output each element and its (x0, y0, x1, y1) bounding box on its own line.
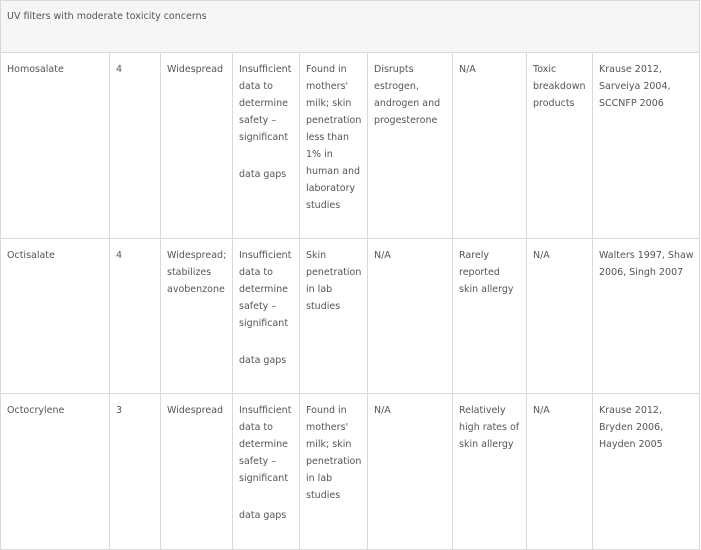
detection-cell: Found in mothers' milk; skin penetration less than 1% in human and laboratory studies (300, 53, 368, 239)
allergy-cell: Rarely reported skin allergy (453, 239, 527, 394)
data-gaps-cell (233, 239, 300, 394)
data-gaps-text: Insufficient data to determine safety – significant (239, 250, 292, 329)
data-gaps-note: data gaps (239, 510, 287, 521)
data-gaps-note: data gaps (239, 355, 287, 366)
section-header-row (1, 1, 700, 53)
other-concerns-cell: N/A (527, 394, 593, 550)
use-cell: Widespread; stabilizes avobenzone (161, 239, 233, 394)
hormone-cell: N/A (368, 239, 453, 394)
data-gaps-text: Insufficient data to determine safety – significant (239, 64, 292, 143)
hazard-score: 4 (110, 53, 161, 239)
references-cell: Walters 1997, Shaw 2006, Singh 2007 (593, 239, 700, 394)
detection-cell: Found in mothers' milk; skin penetration in lab studies (300, 394, 368, 550)
hormone-cell: N/A (368, 394, 453, 550)
filter-name: Octisalate (1, 239, 110, 394)
hazard-score: 3 (110, 394, 161, 550)
allergy-cell: N/A (453, 53, 527, 239)
other-concerns-cell: Toxic breakdown products (527, 53, 593, 239)
data-gaps-cell (233, 394, 300, 550)
allergy-cell: Relatively high rates of skin allergy (453, 394, 527, 550)
references-cell: Krause 2012, Bryden 2006, Hayden 2005 (593, 394, 700, 550)
data-gaps-text: Insufficient data to determine safety – significant (239, 405, 292, 484)
filter-name: Octocrylene (1, 394, 110, 550)
filter-name: Homosalate (1, 53, 110, 239)
table-row (1, 394, 700, 550)
other-concerns-cell: N/A (527, 239, 593, 394)
data-gaps-cell (233, 53, 300, 239)
hazard-score: 4 (110, 239, 161, 394)
section-title: UV filters with moderate toxicity concerns (1, 1, 700, 53)
table-row (1, 239, 700, 394)
table-row (1, 53, 700, 239)
use-cell: Widespread (161, 394, 233, 550)
hormone-cell: Disrupts estrogen, androgen and progesterone (368, 53, 453, 239)
references-cell: Krause 2012, Sarveiya 2004, SCCNFP 2006 (593, 53, 700, 239)
use-cell: Widespread (161, 53, 233, 239)
detection-cell: Skin penetration in lab studies (300, 239, 368, 394)
data-gaps-note: data gaps (239, 169, 287, 180)
